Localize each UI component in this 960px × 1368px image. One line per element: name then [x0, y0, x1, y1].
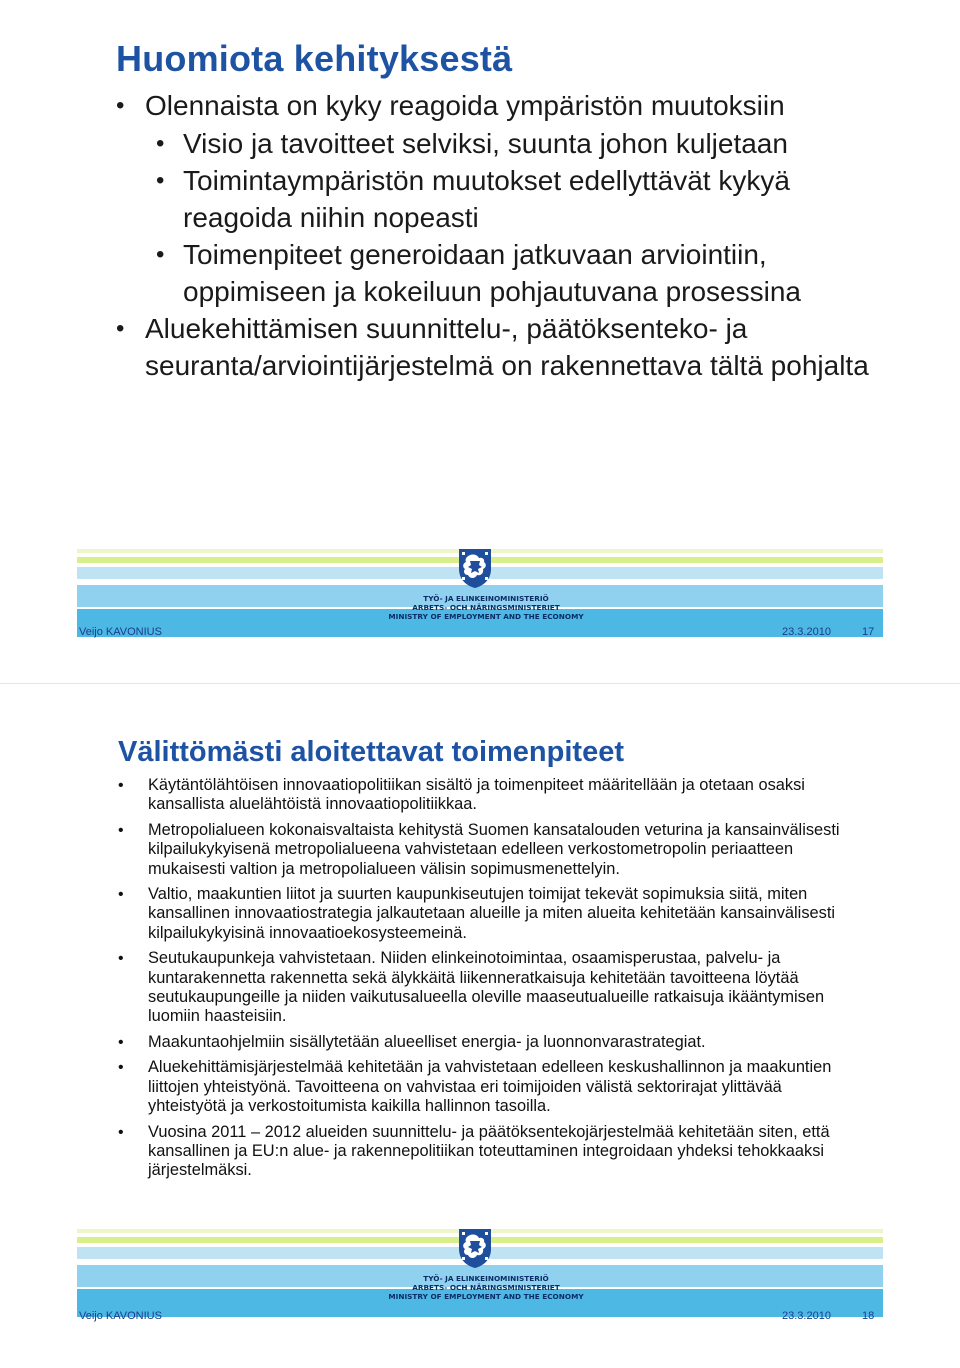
ministry-crest-icon [455, 1227, 495, 1269]
slide-17 [0, 0, 960, 660]
footer-author: Veijo KAVONIUS [79, 626, 162, 638]
ministry-crest-icon [455, 547, 495, 589]
ministry-name-en: MINISTRY OF EMPLOYMENT AND THE ECONOMY [388, 612, 584, 621]
ministry-name-fi: TYÖ- JA ELINKEINOMINISTERIÖ [423, 1274, 549, 1283]
slide-title: Välittömästi aloitettavat toimenpiteet [118, 736, 624, 768]
ministry-name [381, 594, 591, 621]
bullet-item: • Valtio, maakuntien liitot ja suurten kaupunkiseutujen toimijat tekevät sopimuksia siitä, miten kansallinen innovaatiostrategia jalkautetaan alueille ja miten alueita kehitetään kansainvälisesti kilpailukykyisinä innovaatioekosysteemeinä. [118, 885, 848, 943]
bullet-item: • Vuosina 2011 – 2012 alueiden suunnittelu- ja päätöksentekojärjestelmää kehitetään siten, että kansallinen ja EU:n alue- ja rakennepolitiikan toteuttaminen integroidaan yhdeksi tehokkaaksi järjestelmäksi. [118, 1123, 848, 1181]
ministry-name-sv: ARBETS- OCH NÄRINGSMINISTERIET [412, 1283, 560, 1292]
sub-bullet-item: • Visio ja tavoitteet selviksi, suunta johon kuljetaan [156, 126, 876, 163]
ministry-name [381, 1274, 591, 1301]
bullet-item: • Olennaista on kyky reagoida ympäristön muutoksiin [116, 88, 876, 125]
bullet-item: • Aluekehittämisen suunnittelu-, päätöksenteko- ja seuranta/arviointijärjestelmä on rakennettava tältä pohjalta [116, 311, 876, 384]
bullet-item: • Metropolialueen kokonaisvaltaista kehitystä Suomen kansatalouden veturina ja kansainvälisesti kilpailukykyisenä metropolialueena vahvistetaan edelleen verkostometropolin periaatteen mukaisesti valtion ja metropolialueen välisin sopimusmenettelyin. [118, 821, 848, 879]
ministry-logo [381, 547, 591, 631]
ministry-name-sv: ARBETS- OCH NÄRINGSMINISTERIET [412, 603, 560, 612]
bullet-list [118, 776, 848, 1187]
bullet-item: • Maakuntaohjelmiin sisällytetään alueelliset energia- ja luonnonvarastrategiat. [118, 1033, 848, 1052]
page-number: 17 [862, 626, 875, 638]
slide-title: Huomiota kehityksestä [116, 38, 513, 79]
footer-author: Veijo KAVONIUS [79, 1310, 162, 1322]
footer-date: 23.3.2010 [782, 1310, 831, 1322]
bullet-item: • Käytäntölähtöisen innovaatiopolitiikan sisältö ja toimenpiteet määritellään ja otetaan osaksi kansallista aluelähtöistä innovaatiopolitiikkaa. [118, 776, 848, 815]
ministry-name-en: MINISTRY OF EMPLOYMENT AND THE ECONOMY [388, 1292, 584, 1301]
ministry-name-fi: TYÖ- JA ELINKEINOMINISTERIÖ [423, 594, 549, 603]
bullet-item: • Aluekehittämisjärjestelmää kehitetään ja vahvistetaan edelleen keskushallinnon ja maakuntien liittojen yhteistyönä. Tavoitteena on vahvistaa eri toimijoiden välistä sektorirajat ylittävää yhteistyötä ja verkostoitumista kaikilla hallinnon tasoilla. [118, 1058, 848, 1116]
sub-bullet-item: • Toimintaympäristön muutokset edellyttävät kykyä reagoida niihin nopeasti [156, 163, 876, 236]
ministry-logo [381, 1227, 591, 1311]
footer-date: 23.3.2010 [782, 626, 831, 638]
bullet-item: • Seutukaupunkeja vahvistetaan. Niiden elinkeinotoimintaa, osaamisperustaa, palvelu- ja kuntarakennetta rakennetta sekä älykkäitä liikenneratkaisuja kehitetään tavoitteena löytää seutukaupungeille ja niiden vaikutusalueella oleville maaseutualueille ratkaisuja ikääntymisen luomiin haasteisiin. [118, 949, 848, 1027]
slide-18 [0, 683, 960, 1368]
page-number: 18 [862, 1310, 875, 1322]
sub-bullet-item: • Toimenpiteet generoidaan jatkuvaan arviointiin, oppimiseen ja kokeiluun pohjautuvana prosessina [156, 237, 876, 310]
bullet-list [116, 88, 876, 385]
